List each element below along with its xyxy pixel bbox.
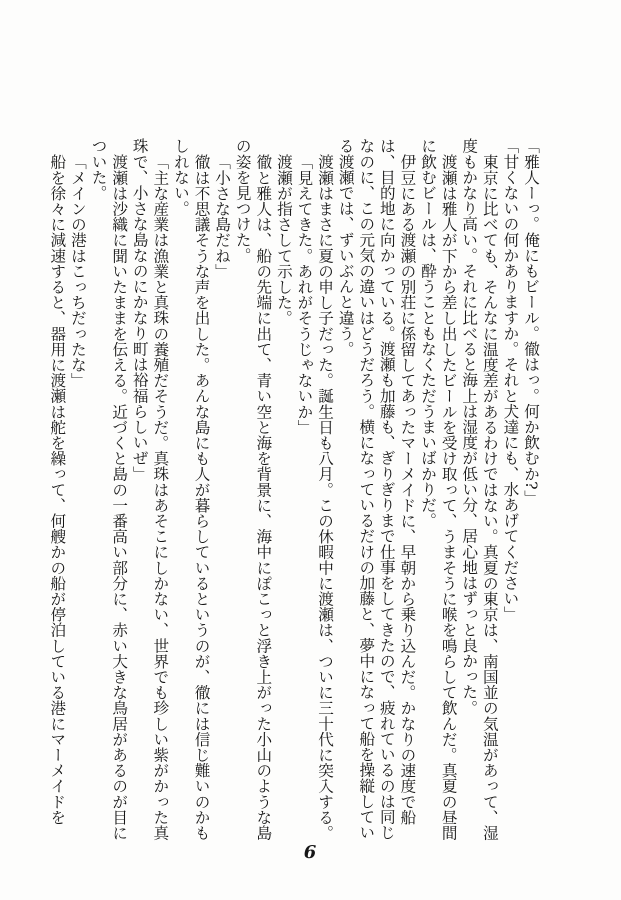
paragraph: 渡瀬が指さして示した。 (274, 153, 293, 326)
page-number: 6 (303, 842, 318, 863)
paragraph: 「主な産業は漁業と真珠の養殖だそうだ。真珠はあそこにしかない、世界でも珍しい紫がかった真珠で、小さな島なのにかなり町は裕福らしいぜ」 (130, 138, 170, 840)
paragraph: 東京に比べても、そんなに温度差があるわけではない。真夏の東京は、南国並の気温があって、湿度もかなり高い。それに比べると海上は湿度が低い分、居心地はずっと良かった。 (460, 138, 499, 840)
paragraph: 船を徐々に減速すると、器用に渡瀬は舵を繰って、何艘かの船が停泊している港にマーメイドを (48, 153, 67, 825)
paragraph: 徹と雅人は、船の先端に出て、青い空と海を背景に、海中にぽこっと浮き上がった小山のような島の姿を見つけた。 (233, 138, 273, 840)
paragraph: 伊豆にある渡瀬の別荘に係留してあったマーメイドに、早朝から乗り込んだ。かなりの速度で船は、目的地に向かっている。渡瀬も加藤も、ぎりぎりまで仕事をしてきたので、疲れているのは同じなのに、この元気の違いはどうだろう。横になっているだけの加藤と、夢中になって船を操縦している渡瀬では、ずいぶんと違う。 (336, 138, 417, 840)
paragraph: 徹は不思議そうな声を出した。あんな島にも人が暮らしているというのが、徹には信じ難いのかもしれない。 (171, 138, 211, 840)
body-text (46, 138, 541, 844)
paragraph: 「見えてきた。あれがそうじゃないか」 (295, 153, 314, 435)
paragraph: 「小さな島だね」 (213, 153, 232, 279)
paragraph: 渡瀬はまさに夏の申し子だった。誕生日も八月。この休暇中に渡瀬は、ついに三十代に突入する。 (316, 153, 335, 840)
paragraph: 「雅人ーっ。俺にもビール。徹はっ。何か飲むか?」 (522, 138, 540, 506)
paragraph: 「メインの港はこっちだったな」 (68, 153, 87, 388)
paragraph: 「甘くないの何かありますか。それと犬達にも、水あげてください」 (501, 138, 520, 622)
paragraph: 渡瀬は雅人が下から差し出したビールを受け取って、うまそうに喉を鳴らして飲んだ。真夏の昼間に飲むビールは、酔うこともなくただうまいばかりだ。 (419, 138, 458, 840)
paragraph: 渡瀬は沙織に聞いたままを伝える。近づくと島の一番高い部分に、赤い大きな鳥居があるのが目についた。 (89, 138, 129, 840)
